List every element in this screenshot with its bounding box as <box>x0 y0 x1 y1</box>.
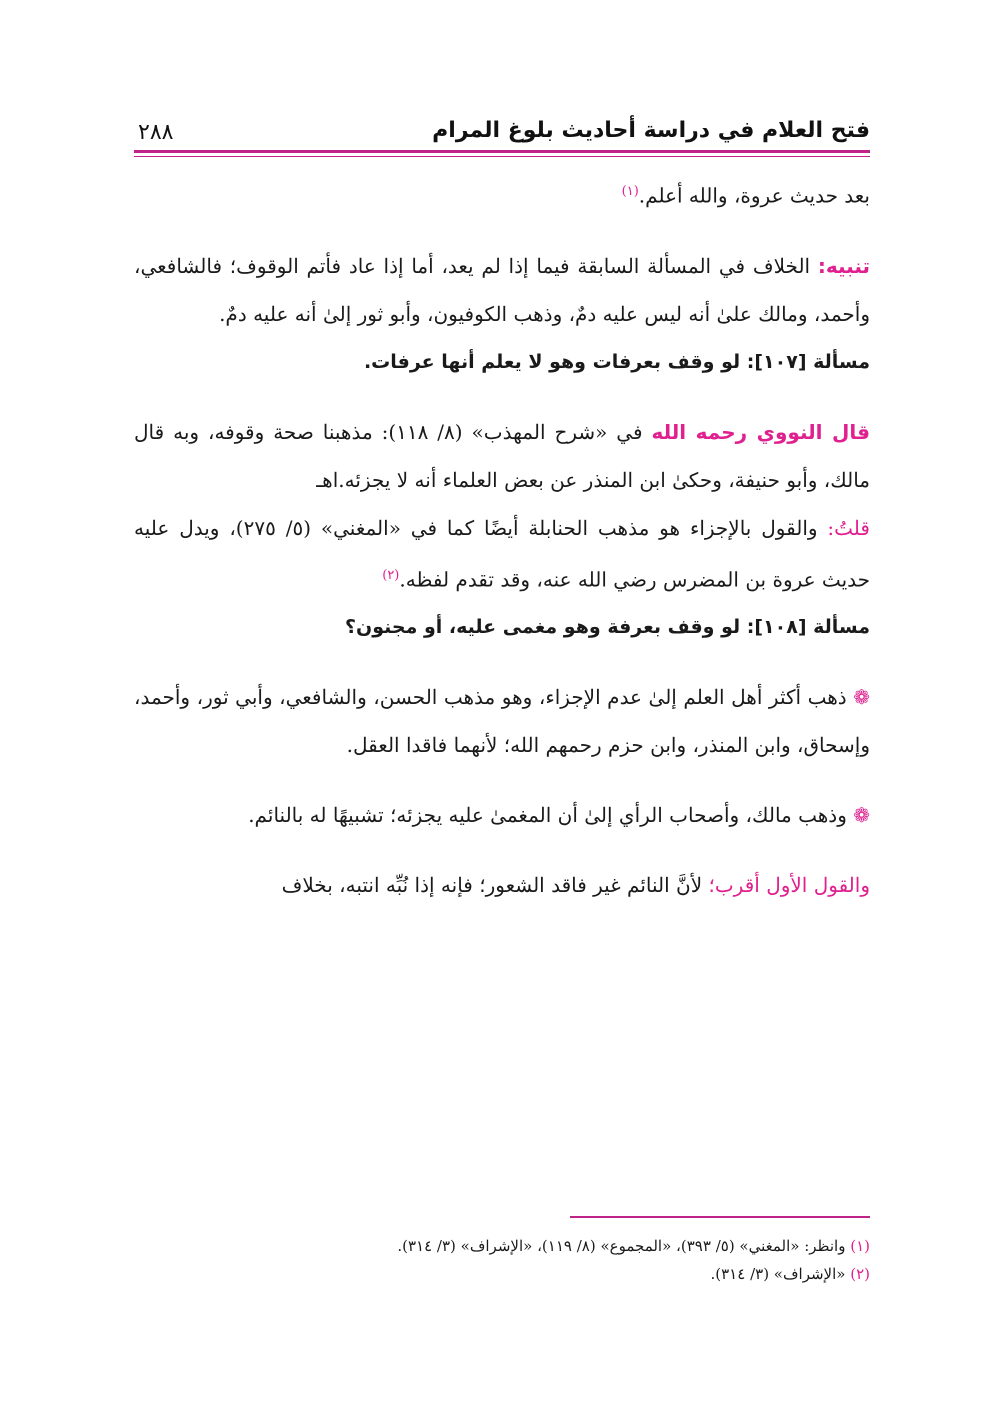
paragraph-text: بعد حديث عروة، والله أعلم. <box>638 183 870 208</box>
section-heading: مسألة [١٠٧]: لو وقف بعرفات وهو لا يعلم أنها عرفات. <box>363 350 870 373</box>
header-rule <box>134 150 870 153</box>
footnote-rule <box>570 1216 870 1218</box>
paragraph <box>134 408 870 504</box>
paragraph <box>134 673 870 769</box>
footnote-text: «الإشراف» (٣/ ٣١٤). <box>710 1265 851 1283</box>
footnote <box>134 1260 870 1288</box>
footnotes <box>134 1232 870 1288</box>
page <box>134 0 870 1418</box>
footnote-ref: (١) <box>621 184 639 199</box>
header-rule-secondary <box>134 156 870 157</box>
quote-label: قال النووي رحمه الله <box>651 419 870 444</box>
paragraph-text: لأنَّ النائم غير فاقد الشعور؛ فإنه إذا نُبِّه انتبه، بخلاف <box>281 873 709 898</box>
running-header <box>134 112 870 152</box>
footnote-text: وانظر: «المغني» (٥/ ٣٩٣)، «المجموع» (٨/ ١١٩)، «الإشراف» (٣/ ٣١٤). <box>397 1237 851 1255</box>
flower-bullet-icon: ❁ <box>853 803 870 828</box>
paragraph <box>134 242 870 338</box>
main-text <box>134 168 870 909</box>
qultu-label: قلتُ: <box>827 515 870 540</box>
footnote-number: (٢) <box>850 1265 870 1283</box>
book-title: فتح العلام في دراسة أحاديث بلوغ المرام <box>432 118 870 143</box>
paragraph-text: ذهب أكثر أهل العلم إلىٰ عدم الإجزاء، وهو مذهب الحسن، والشافعي، وأبي ثور، وأحمد، وإسحاق، وابن المنذر، وابن حزم رحمهم الله؛ لأنهما فاقدا العقل. <box>134 685 870 758</box>
paragraph-text: وذهب مالك، وأصحاب الرأي إلىٰ أن المغمىٰ عليه يجزئه؛ تشبيهًا له بالنائم. <box>248 803 854 828</box>
paragraph-text: والقول بالإجزاء هو مذهب الحنابلة أيضًا كما في «المغني» (٥/ ٢٧٥)، ويدل عليه حديث عروة بن المضرس رضي الله عنه، وقد تقدم لفظه. <box>134 515 870 592</box>
paragraph-text: في «شرح المهذب» (٨/ ١١٨): مذهبنا صحة وقوفه، وبه قال مالك، وأبو حنيفة، وحكىٰ ابن المنذر عن بعض العلماء أنه لا يجزئه.اهـ <box>134 419 870 492</box>
footnote <box>134 1232 870 1260</box>
page-number: ٢٨٨ <box>138 120 174 145</box>
flower-bullet-icon: ❁ <box>853 685 870 710</box>
footnote-number: (١) <box>850 1237 870 1255</box>
paragraph <box>134 168 870 220</box>
footnote-ref: (٢) <box>382 567 400 583</box>
paragraph <box>134 861 870 909</box>
paragraph <box>134 791 870 839</box>
note-label: تنبيه: <box>817 253 870 278</box>
paragraph-text: الخلاف في المسألة السابقة فيما إذا لم يعد، أما إذا عاد فأتم الوقوف؛ فالشافعي، وأحمد، ومالك علىٰ أنه ليس عليه دمٌ، وذهب الكوفيون، وأبو ثور إلىٰ أنه عليه دمٌ. <box>134 253 870 326</box>
section-heading: مسألة [١٠٨]: لو وقف بعرفة وهو مغمى عليه، أو مجنون؟ <box>344 616 870 639</box>
paragraph <box>134 504 870 604</box>
conclusion-label: والقول الأول أقرب؛ <box>708 873 870 898</box>
